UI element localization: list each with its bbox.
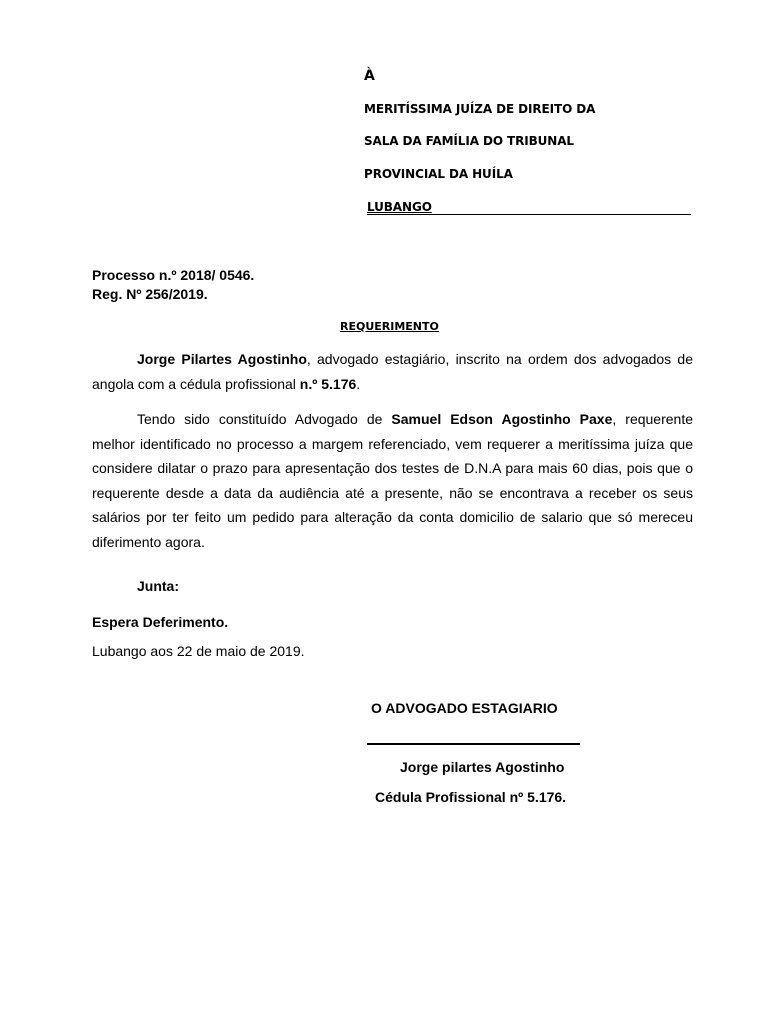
process-number: Processo n.º 2018/ 0546.: [92, 267, 255, 283]
place-date: Lubango aos 22 de maio de 2019.: [92, 643, 305, 659]
paragraph-1-end: .: [356, 375, 361, 392]
signature-title: O ADVOGADO ESTAGIARIO: [371, 700, 558, 716]
addressee-city: [367, 200, 691, 215]
paragraph-1-text: , advogado estagiário, inscrito na ordem dos advogados de angola com a cédula profissional: [92, 351, 693, 392]
addressee-line-1: MERITÍSSIMA JUÍZA DE DIREITO DA: [364, 102, 596, 116]
addressee-line-2: SALA DA FAMÍLIA DO TRIBUNAL: [364, 134, 574, 148]
client-name: Samuel Edson Agostinho Paxe: [391, 411, 613, 427]
paragraph-identification: [92, 347, 693, 396]
closing-line: Espera Deferimento.: [92, 614, 229, 630]
professional-card-number: n.º 5.176: [299, 375, 357, 392]
lawyer-name: Jorge Pilartes Agostinho: [137, 351, 307, 367]
addressee-line-3: PROVINCIAL DA HUÍLA: [364, 167, 513, 181]
paragraph-2-text: , requerente melhor identificado no processo a margem referenciado, vem requerer a meritíssima juíza que considere dilatar o prazo para apresentação dos testes de D.N.A para mais 60 dias, pois que o requerente desde a data da audiência até a presente, não se encontrava a receber os seus salários por ter feito um pedido para alteração da conta domicilio de salario que só mereceu diferimento agora.: [92, 411, 693, 550]
paragraph-2-intro: Tendo sido constituído Advogado de: [137, 411, 392, 427]
junta-label: Junta:: [137, 578, 179, 594]
addressee-city-text: LUBANGO: [367, 200, 432, 214]
signature-card: Cédula Profissional nº 5.176.: [375, 789, 567, 805]
registry-number: Reg. Nº 256/2019.: [92, 286, 208, 302]
addressee-prefix: À: [364, 68, 375, 84]
signature-name: Jorge pilartes Agostinho: [400, 759, 565, 775]
document-title: REQUERIMENTO: [340, 320, 439, 333]
signature-line: [367, 743, 580, 745]
paragraph-request: [92, 407, 693, 554]
